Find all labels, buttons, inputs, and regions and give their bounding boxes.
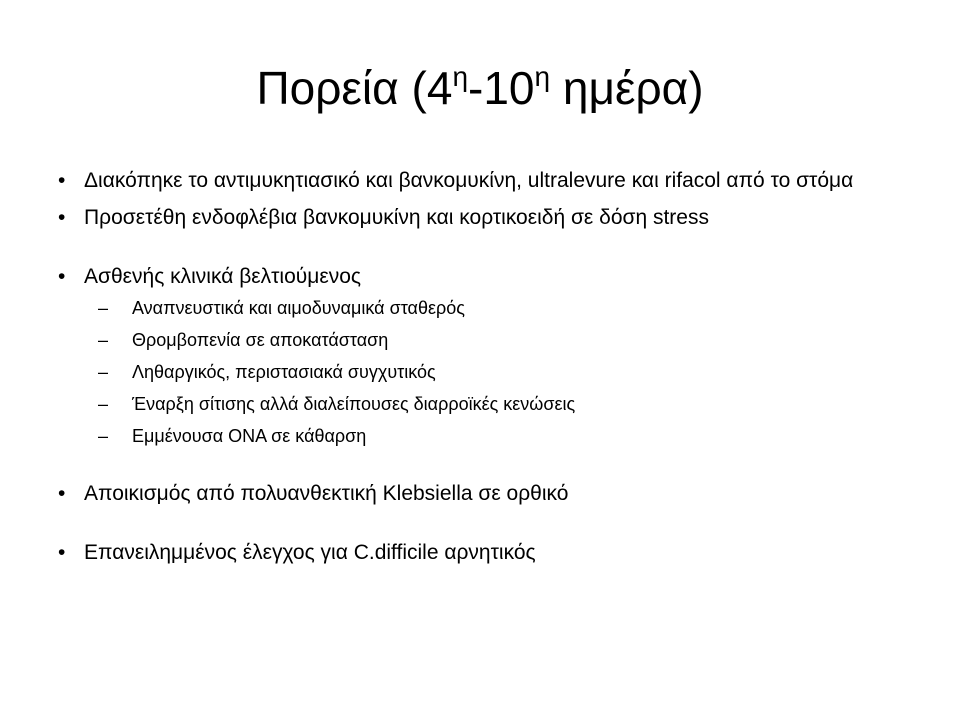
dash-icon: – (98, 330, 109, 350)
sub-bullet-item (94, 329, 858, 351)
sub-bullet-text: Εμμένουσα ΟΝΑ σε κάθαρση (132, 426, 367, 446)
title-superscript-2: η (534, 61, 551, 92)
bullet-text: Επανειλημμένος έλεγχος για C.difficile αρνητικός (84, 541, 536, 564)
slide-title (0, 58, 960, 118)
sub-bullet-text: Θρομβοπενία σε αποκατάσταση (132, 330, 389, 350)
bullet-text: Διακόπηκε το αντιμυκητιασικό και βανκομυκίνη, ultralevure και rifacol από το στόμα (84, 169, 854, 192)
bullet-text: Αποικισμός από πολυανθεκτική Klebsiella σε ορθικό (84, 482, 569, 505)
bullet-item (58, 540, 858, 565)
sub-bullet-text: Αναπνευστικά και αιμοδυναμικά σταθερός (132, 298, 465, 318)
bullet-icon: • (58, 265, 66, 288)
bullet-icon: • (58, 541, 66, 564)
bullet-item (58, 205, 858, 230)
sub-bullet-item (94, 361, 858, 383)
sub-bullet-list (94, 297, 858, 447)
bullet-item (58, 168, 858, 193)
bullet-icon: • (58, 206, 66, 229)
sub-bullet-item (94, 425, 858, 447)
bullet-list (58, 168, 858, 577)
dash-icon: – (98, 362, 109, 382)
bullet-item (58, 481, 858, 506)
dash-icon: – (98, 394, 109, 414)
title-end-text: ημέρα) (550, 62, 704, 114)
bullet-icon: • (58, 482, 66, 505)
sub-bullet-item (94, 297, 858, 319)
bullet-text: Προσετέθη ενδοφλέβια βανκομυκίνη και κορτικοειδή σε δόση stress (84, 206, 709, 229)
title-mid-text: -10 (468, 62, 535, 114)
bullet-item (58, 264, 858, 447)
dash-icon: – (98, 426, 109, 446)
bullet-text: Ασθενής κλινικά βελτιούμενος (84, 265, 362, 288)
sub-bullet-item (94, 393, 858, 415)
title-main-text: Πορεία (4 (256, 62, 453, 114)
title-superscript-1: η (452, 61, 469, 92)
sub-bullet-text: Ληθαργικός, περιστασιακά συγχυτικός (132, 362, 436, 382)
sub-bullet-text: Έναρξη σίτισης αλλά διαλείπουσες διαρροϊκές κενώσεις (132, 394, 576, 414)
bullet-icon: • (58, 169, 66, 192)
dash-icon: – (98, 298, 109, 318)
